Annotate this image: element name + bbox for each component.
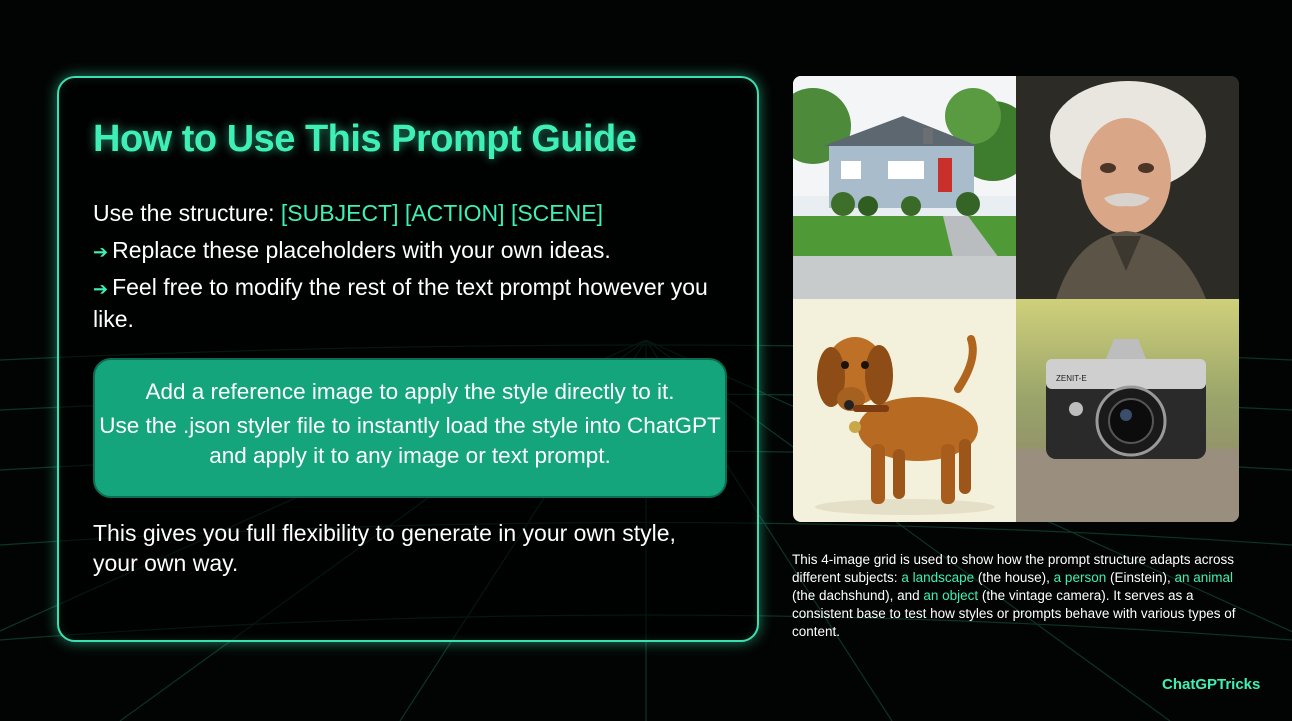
point2-text: Feel free to modify the rest of the text prompt however you like.	[93, 274, 708, 332]
flexibility-note: This gives you full flexibility to generate in your own style, your own way.	[93, 520, 676, 576]
structure-line	[93, 198, 723, 228]
caption-part-3: (Einstein),	[1106, 570, 1175, 585]
caption-highlight-object: an object	[923, 588, 979, 603]
arrow-right-icon: ➔	[93, 279, 109, 299]
structure-value: [SUBJECT] [ACTION] [SCENE]	[280, 200, 603, 226]
vintage-camera-image	[1016, 299, 1239, 522]
caption-part-2: (the house),	[974, 570, 1054, 585]
caption-part-1: This 4-image grid is used to show how the prompt structure adapts across different subjects:	[792, 552, 1234, 585]
einstein-portrait-image	[1016, 76, 1239, 299]
guide-card	[57, 76, 759, 642]
caption-highlight-person: a person	[1053, 570, 1107, 585]
arrow-right-icon: ➔	[93, 242, 109, 262]
point-replace-placeholders	[93, 235, 723, 267]
grid-caption	[792, 551, 1252, 641]
point1-text: Replace these placeholders with your own ideas.	[112, 237, 611, 263]
structure-prefix: Use the structure:	[93, 200, 281, 226]
style-callout	[93, 358, 727, 498]
callout-line-json-styler: Use the .json styler file to instantly load the style into ChatGPT and apply it to any image or text prompt.	[99, 413, 721, 468]
callout-line-reference-image: Add a reference image to apply the style directly to it.	[145, 379, 675, 404]
caption-part-4: (the dachshund), and	[792, 588, 924, 603]
caption-highlight-animal: an animal	[1174, 570, 1234, 585]
guide-title: How to Use This Prompt Guide	[93, 118, 637, 160]
camera-brand-label: ZENIT-E	[1056, 374, 1087, 383]
dachshund-image	[793, 299, 1016, 522]
house-landscape-image	[793, 76, 1016, 299]
caption-highlight-landscape: a landscape	[901, 570, 975, 585]
brand-watermark: ChatGPTricks	[1162, 676, 1261, 693]
example-image-grid	[793, 76, 1239, 522]
point-modify-prompt	[93, 272, 713, 334]
caption-part-5: (the vintage camera). It serves as a consistent base to test how styles or prompts behave with various types of content.	[792, 588, 1236, 639]
